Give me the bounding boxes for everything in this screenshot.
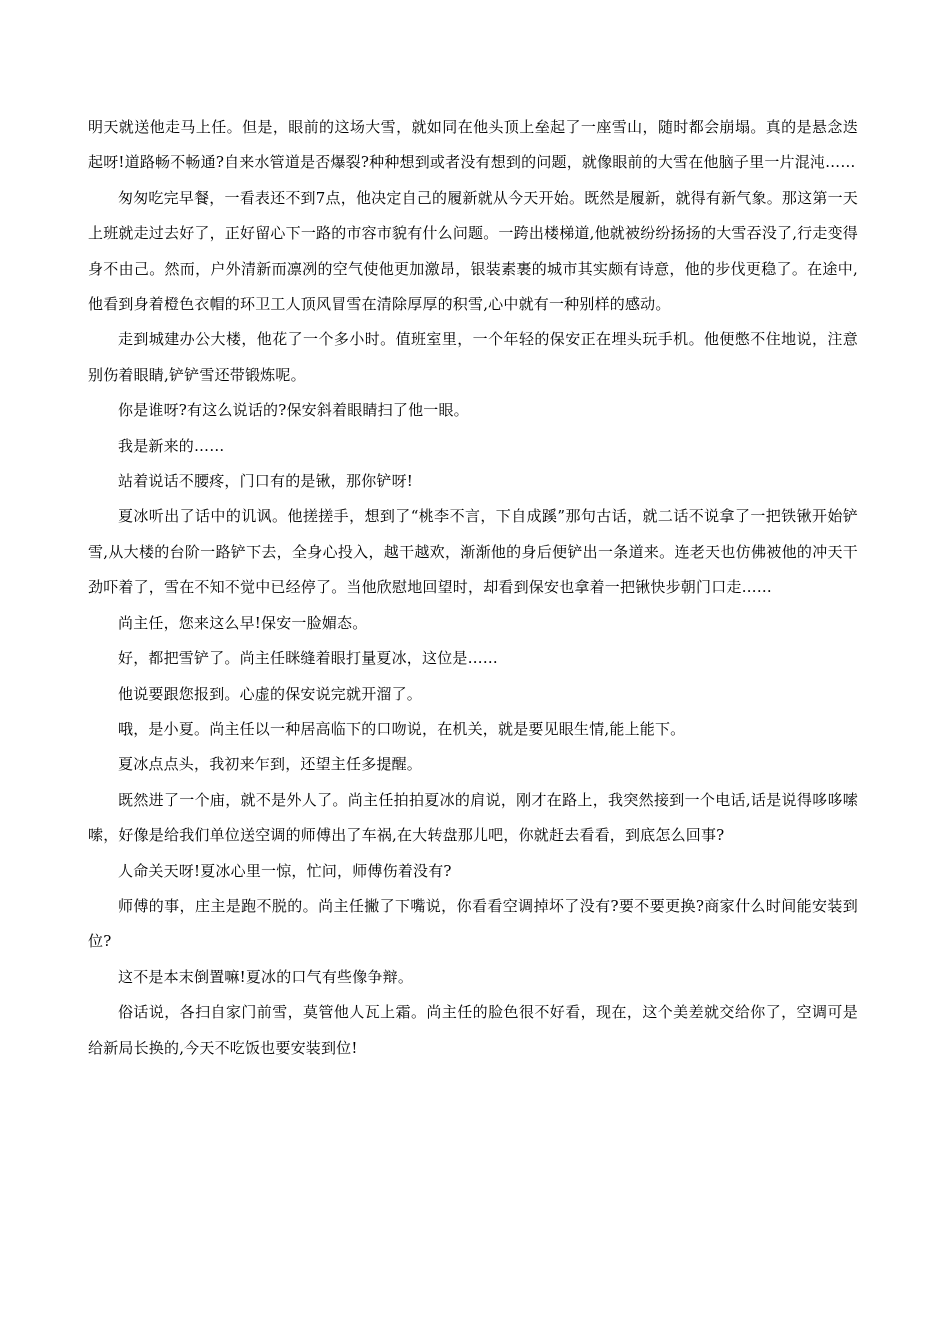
paragraph-2: 匆匆吃完早餐，一看表还不到7点，他决定自己的履新就从今天开始。既然是履新，就得有新气象。那这第一天上班就走过去好了，正好留心下一路的市容市貌有什么问题。一跨出楼梯道,他就被纷纷扬扬的大雪吞没了,行走变得身不由己。然而，户外清新而凛冽的空气使他更加激昂，银装素裹的城市其实颇有诗意，他的步伐更稳了。在途中,他看到身着橙色衣帽的环卫工人顶风冒雪在清除厚厚的积雪,心中就有一种别样的感动。: [88, 188, 858, 314]
paragraph-15: 师傅的事，庄主是跑不脱的。尚主任撇了下嘴说，你看看空调掉坏了没有?要不要更换?商家什么时间能安装到位?: [88, 896, 858, 951]
paragraph-6: 站着说话不腰疼，门口有的是锹，那你铲呀!: [118, 472, 414, 491]
paragraph-3: 走到城建办公大楼，他花了一个多小时。值班室里，一个年轻的保安正在埋头玩手机。他便憋不住地说，注意别伤着眼睛,铲铲雪还带锻炼呢。: [88, 330, 858, 384]
paragraph-13: 既然进了一个庙，就不是外人了。尚主任拍拍夏冰的肩说，刚才在路上，我突然接到一个电话,话是说得哆哆嗦嗦，好像是给我们单位送空调的师傅出了车祸,在大转盘那儿吧，你就赶去看看，到底怎么回事?: [88, 790, 858, 845]
paragraph-16: 这不是本末倒置嘛!夏冰的口气有些像争辩。: [118, 967, 414, 986]
paragraph-10: 他说要跟您报到。心虚的保安说完就开溜了。: [118, 684, 423, 703]
paragraph-9: 好，都把雪铲了。尚主任眯缝着眼打量夏冰，这位是……: [118, 649, 499, 668]
paragraph-8: 尚主任，您来这么早!保安一脸媚态。: [118, 613, 368, 632]
paragraph-5: 我是新来的……: [118, 436, 225, 455]
paragraph-14: 人命关天呀!夏冰心里一惊，忙问，师傅伤着没有?: [118, 861, 452, 880]
paragraph-4: 你是谁呀?有这么说话的?保安斜着眼睛扫了他一眼。: [118, 401, 469, 420]
paragraph-17: 俗话说，各扫自家门前雪，莫管他人瓦上霜。尚主任的脸色很不好看，现在，这个美差就交给你了，空调可是给新局长换的,今天不吃饭也要安装到位!: [88, 1003, 858, 1057]
paragraph-7: 夏冰听出了话中的讥讽。他搓搓手，想到了“桃李不言，下自成蹊”那句古话，就二话不说拿了一把铁锹开始铲雪,从大楼的台阶一路铲下去，全身心投入，越干越欢，渐渐他的身后便铲出一条道来。连老天也仿佛被他的冲天干劲吓着了，雪在不知不觉中已经停了。当他欣慰地回望时，却看到保安也拿着一把锹快步朝门口走……: [88, 507, 858, 597]
paragraph-1: 明天就送他走马上任。但是，眼前的这场大雪，就如同在他头顶上垒起了一座雪山，随时都会崩塌。真的是悬念迭起呀!道路畅不畅通?自来水管道是否爆裂?种种想到或者没有想到的问题，就像眼前的大雪在他脑子里一片混沌……: [88, 118, 858, 172]
paragraph-11: 哦，是小夏。尚主任以一种居高临下的口吻说，在机关，就是要见眼生情,能上能下。: [118, 719, 686, 738]
story-text: [88, 110, 858, 1066]
paragraph-12: 夏冰点点头，我初来乍到，还望主任多提醒。: [118, 755, 423, 774]
